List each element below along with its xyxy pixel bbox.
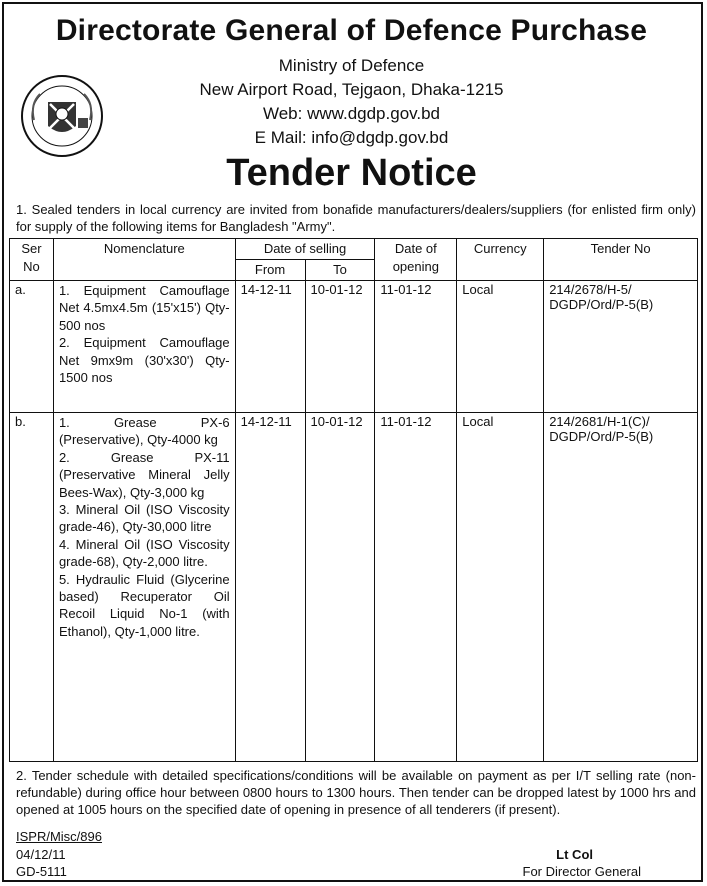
address: New Airport Road, Tejgaon, Dhaka-1215 bbox=[199, 80, 504, 99]
row-opening: 11-01-12 bbox=[375, 413, 457, 762]
table-row bbox=[10, 413, 698, 762]
row-nomenclature: 1. Grease PX-6 (Preservative), Qty-4000 kg 2. Grease PX-11 (Preservative Mineral Jelly Bees-Wax), Qty-3,000 kg 3. Mineral Oil (ISO Viscosity grade-46), Qty-30,000 litre 4. Mineral Oil (ISO Viscosity grade-68), Qty-2,000 litre. 5. Hydraulic Fluid (Glycerine based) Recuperator Oil Recoil Liquid No-1 (with Ethanol), Qty-1,000 litre. bbox=[53, 413, 235, 762]
col-from: From bbox=[235, 260, 305, 281]
signatory-rank: Lt Col bbox=[556, 847, 593, 862]
col-currency: Currency bbox=[457, 239, 544, 281]
row-to: 10-01-12 bbox=[305, 413, 375, 762]
row-currency: Local bbox=[457, 413, 544, 762]
schedule-paragraph: 2. Tender schedule with detailed specifications/conditions will be available on payment as per I/T selling rate (non-refundable) during office hour between 0800 hours to 1300 hours. Then tender can be dropped latest by 1000 hrs and opened at 1005 hours on the specified date of opening in presence of all tenderers (if present). bbox=[16, 768, 696, 817]
row-currency: Local bbox=[457, 281, 544, 413]
intro-paragraph: 1. Sealed tenders in local currency are invited from bonafide manufacturers/dealers/suppliers (for enlisted firm only) for supply of the following items for Bangladesh "Army". bbox=[16, 202, 696, 234]
ministry: Ministry of Defence bbox=[278, 56, 425, 75]
reference-number: ISPR/Misc/896 bbox=[16, 829, 102, 844]
issue-date: 04/12/11 bbox=[16, 847, 66, 862]
col-opening: Date of opening bbox=[375, 239, 457, 281]
col-to: To bbox=[305, 260, 375, 281]
col-date-selling: Date of selling bbox=[235, 239, 375, 260]
gd-number: GD-5111 bbox=[16, 864, 67, 879]
table-header-row bbox=[10, 239, 698, 260]
col-nomenclature: Nomenclature bbox=[53, 239, 235, 281]
row-tender-no: 214/2681/H-1(C)/ DGDP/Ord/P-5(B) bbox=[544, 413, 698, 762]
email-address: E Mail: info@dgdp.gov.bd bbox=[254, 128, 449, 147]
signatory-title: For Director General bbox=[522, 864, 641, 879]
row-tender-no: 214/2678/H-5/ DGDP/Ord/P-5(B) bbox=[544, 281, 698, 413]
table-row bbox=[10, 281, 698, 413]
row-opening: 11-01-12 bbox=[375, 281, 457, 413]
row-to: 10-01-12 bbox=[305, 281, 375, 413]
row-nomenclature: 1. Equipment Camouflage Net 4.5mx4.5m (15'x15') Qty-500 nos 2. Equipment Camouflage Net 9mx9m (30'x30') Qty-1500 nos bbox=[53, 281, 235, 413]
row-from: 14-12-11 bbox=[235, 281, 305, 413]
dgdp-emblem-icon bbox=[20, 74, 104, 158]
web-address: Web: www.dgdp.gov.bd bbox=[262, 104, 441, 123]
org-title: Directorate General of Defence Purchase bbox=[55, 14, 648, 47]
row-ser: a. bbox=[10, 281, 54, 413]
col-tender-no: Tender No bbox=[544, 239, 698, 281]
row-ser: b. bbox=[10, 413, 54, 762]
row-from: 14-12-11 bbox=[235, 413, 305, 762]
tender-table bbox=[9, 238, 698, 762]
notice-heading: Tender Notice bbox=[226, 152, 477, 194]
col-ser: Ser No bbox=[10, 239, 54, 281]
